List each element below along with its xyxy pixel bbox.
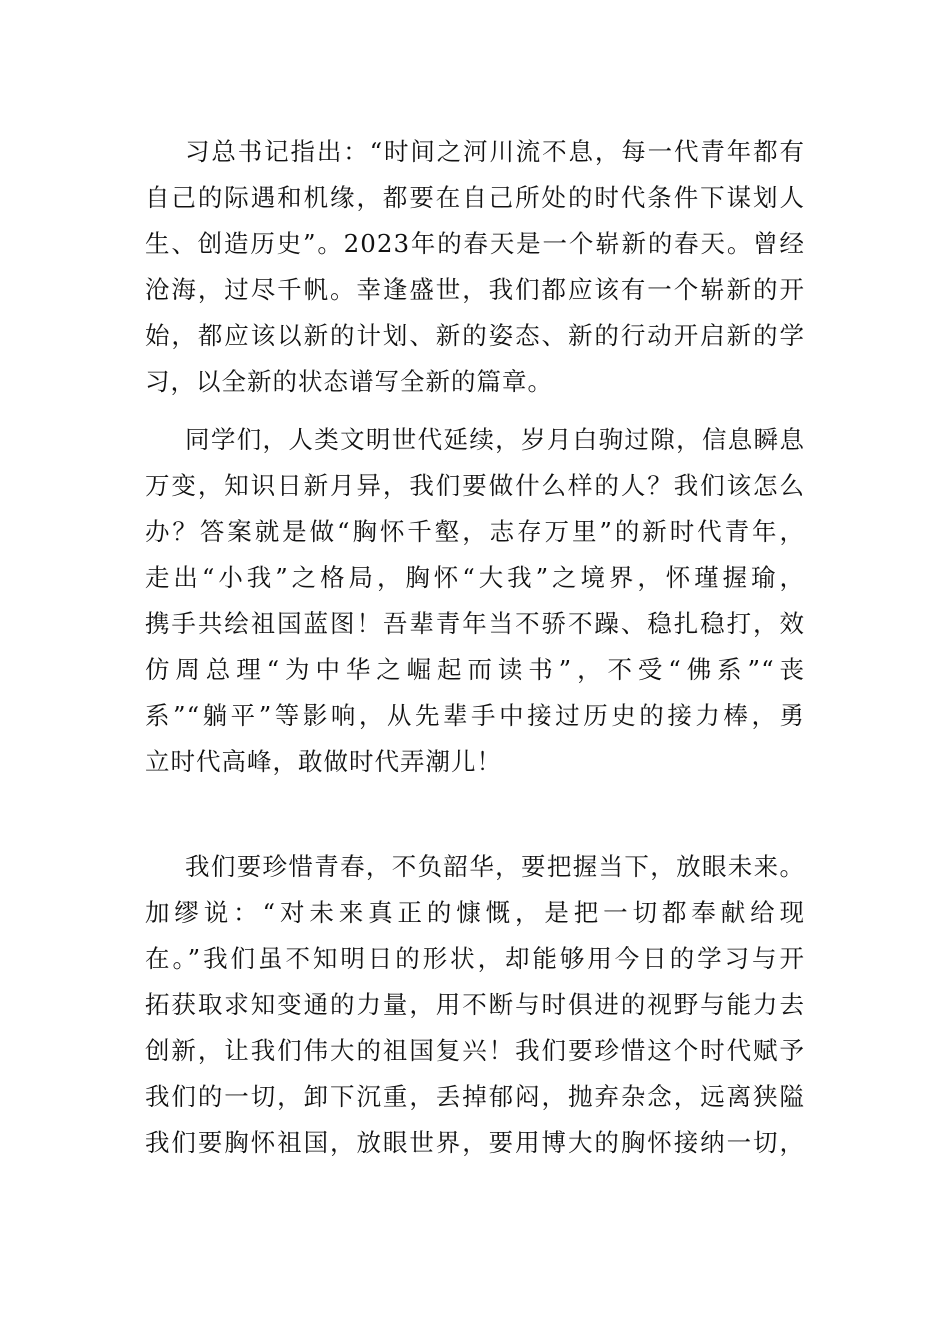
paragraph-3 — [145, 844, 805, 1166]
text-line: 我们要胸怀祖国，放眼世界，要用博大的胸怀接纳一切， — [145, 1128, 805, 1157]
paragraph-1 — [145, 129, 805, 405]
text-line: 自己的际遇和机缘，都要在自己所处的时代条件下谋划人 — [145, 183, 805, 212]
text-line: 我们要珍惜青春，不负韶华，要把握当下，放眼未来。 — [185, 852, 805, 881]
text-line: 生、创造历史”。2023年的春天是一个崭新的春天。曾经 — [145, 229, 805, 258]
text-line: 始，都应该以新的计划、新的姿态、新的行动开启新的学 — [145, 321, 805, 350]
text-line: 同学们，人类文明世代延续，岁月白驹过隙，信息瞬息 — [185, 425, 805, 454]
text-line: 仿周总理“为中华之崛起而读书”，不受“佛系”“丧 — [145, 655, 805, 684]
text-line: 我们的一切，卸下沉重，丢掉郁闷，抛弃杂念，远离狭隘 — [145, 1082, 805, 1111]
text-line: 拓获取求知变通的力量，用不断与时俱进的视野与能力去 — [145, 990, 805, 1019]
text-line: 携手共绘祖国蓝图！吾辈青年当不骄不躁、稳扎稳打，效 — [145, 609, 805, 638]
text-line: 创新，让我们伟大的祖国复兴！我们要珍惜这个时代赋予 — [145, 1036, 805, 1065]
text-line: 走出“小我”之格局，胸怀“大我”之境界，怀瑾握瑜， — [145, 563, 805, 592]
text-line: 万变，知识日新月异，我们要做什么样的人？我们该怎么 — [145, 471, 805, 500]
text-line: 习，以全新的状态谱写全新的篇章。 — [145, 367, 553, 396]
text-line: 习总书记指出：“时间之河川流不息，每一代青年都有 — [185, 137, 805, 166]
text-line: 沧海，过尽千帆。幸逢盛世，我们都应该有一个崭新的开 — [145, 275, 805, 304]
text-line: 加缪说：“对未来真正的慷慨，是把一切都奉献给现 — [145, 898, 805, 927]
text-line: 系”“躺平”等影响，从先辈手中接过历史的接力棒，勇 — [145, 701, 805, 730]
text-line: 办？答案就是做“胸怀千壑，志存万里”的新时代青年， — [145, 517, 805, 546]
paragraph-2 — [145, 417, 805, 785]
text-line: 立时代高峰，敢做时代弄潮儿！ — [145, 747, 502, 776]
text-line: 在。”我们虽不知明日的形状，却能够用今日的学习与开 — [145, 944, 805, 973]
